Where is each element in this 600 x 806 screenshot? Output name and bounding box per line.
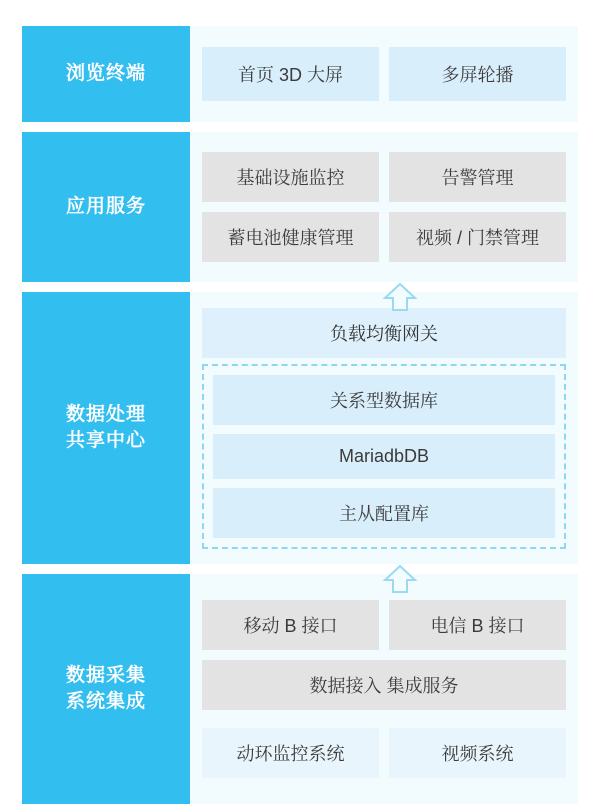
band-data-center bbox=[22, 292, 578, 564]
band-terminal-body bbox=[190, 26, 578, 122]
band-application-row-2 bbox=[202, 212, 566, 262]
band-collection-label-line-1: 数据采集 bbox=[65, 665, 146, 687]
band-terminal-row bbox=[202, 47, 566, 101]
band-collection bbox=[22, 574, 578, 804]
band-application bbox=[22, 132, 578, 282]
band-collection-label bbox=[22, 574, 190, 804]
node-infrastructure-monitoring[interactable]: 基础设施监控 bbox=[202, 152, 379, 202]
node-mariadb[interactable]: MariadbDB bbox=[213, 434, 555, 479]
node-alarm-management[interactable]: 告警管理 bbox=[389, 152, 566, 202]
band-data-center-label bbox=[22, 292, 190, 564]
node-environment-monitoring-system[interactable]: 动环监控系统 bbox=[202, 728, 379, 778]
node-mobile-b-interface[interactable]: 移动 B 接口 bbox=[202, 600, 379, 650]
band-terminal-label-line-1: 浏览终端 bbox=[65, 63, 146, 85]
node-relational-database[interactable]: 关系型数据库 bbox=[213, 375, 555, 425]
band-application-label-line-1: 应用服务 bbox=[65, 196, 146, 218]
node-multiscreen-carousel[interactable]: 多屏轮播 bbox=[389, 47, 566, 101]
database-group bbox=[202, 364, 566, 549]
node-video-system[interactable]: 视频系统 bbox=[389, 728, 566, 778]
node-master-slave-config-db[interactable]: 主从配置库 bbox=[213, 488, 555, 538]
node-load-balancing-gateway[interactable]: 负载均衡网关 bbox=[202, 308, 566, 358]
band-collection-row-3 bbox=[202, 728, 566, 778]
node-battery-health-management[interactable]: 蓄电池健康管理 bbox=[202, 212, 379, 262]
band-collection-row-2 bbox=[202, 660, 566, 710]
band-data-center-label-line-2: 共享中心 bbox=[65, 430, 146, 451]
band-collection-row-1 bbox=[202, 600, 566, 650]
band-application-body bbox=[190, 132, 578, 282]
band-collection-spacer bbox=[202, 720, 566, 728]
node-video-access-management[interactable]: 视频 / 门禁管理 bbox=[389, 212, 566, 262]
band-data-center-label-line-1: 数据处理 bbox=[65, 404, 146, 426]
band-collection-body bbox=[190, 574, 578, 804]
band-terminal bbox=[22, 26, 578, 122]
node-telecom-b-interface[interactable]: 电信 B 接口 bbox=[389, 600, 566, 650]
band-application-row-1 bbox=[202, 152, 566, 202]
node-data-access-integration-service[interactable]: 数据接入 集成服务 bbox=[202, 660, 566, 710]
band-terminal-label bbox=[22, 26, 190, 122]
band-data-center-body bbox=[190, 292, 578, 564]
band-application-label bbox=[22, 132, 190, 282]
band-collection-label-line-2: 系统集成 bbox=[65, 691, 146, 712]
node-home-3d-screen[interactable]: 首页 3D 大屏 bbox=[202, 47, 379, 101]
